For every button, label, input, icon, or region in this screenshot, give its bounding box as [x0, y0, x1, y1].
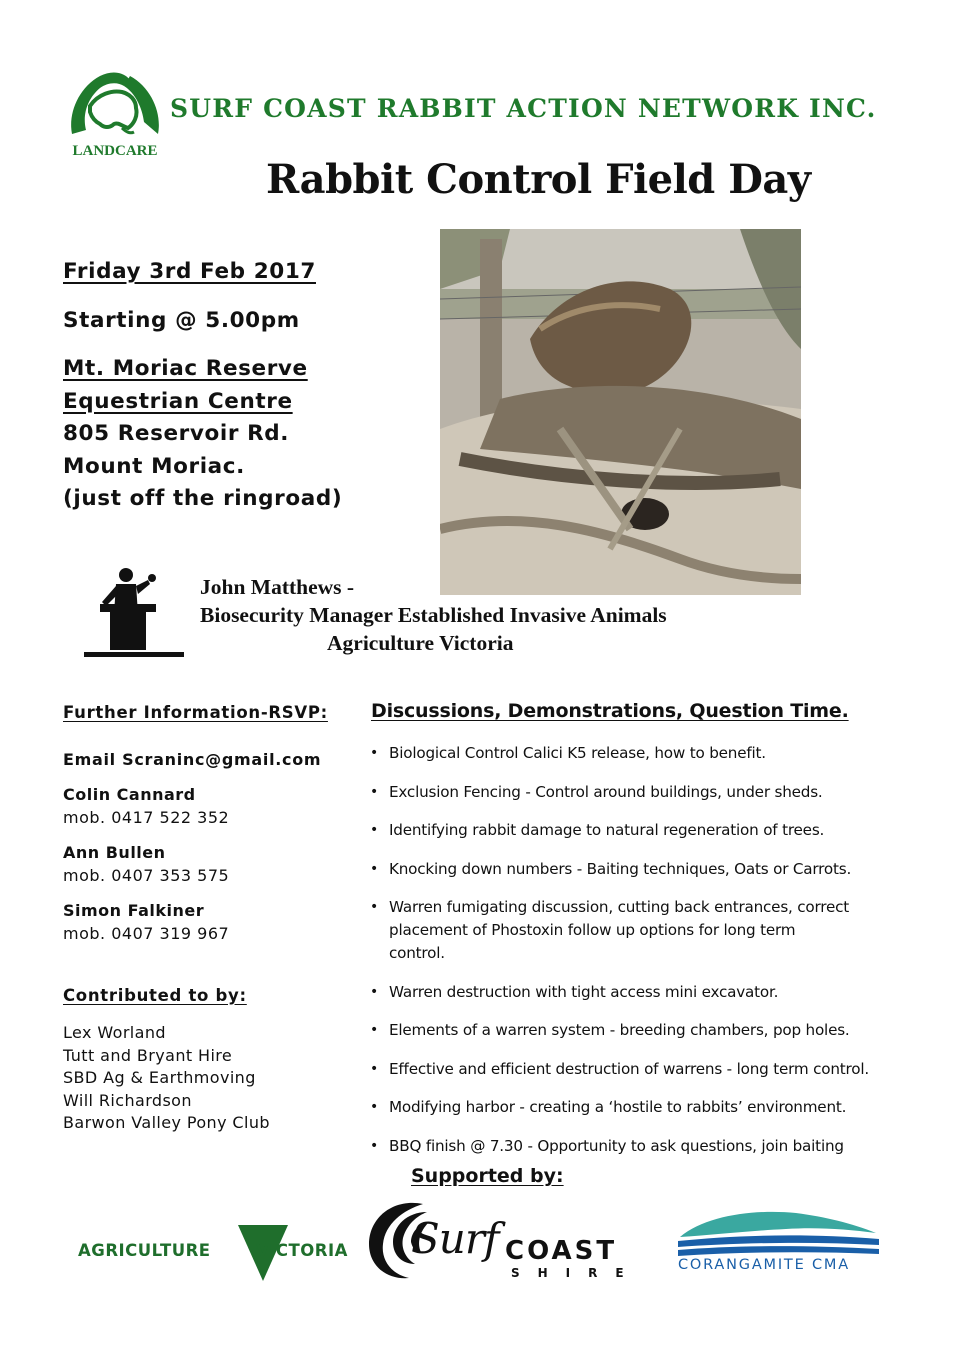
event-details [63, 256, 342, 516]
rsvp-heading: Further Information-RSVP: [63, 703, 328, 722]
warren-photo [440, 229, 801, 595]
landcare-wordmark: LANDCARE [72, 143, 158, 158]
contributor-item: Lex Worland [63, 1023, 166, 1042]
contact-mobile: mob. 0407 353 575 [63, 866, 230, 885]
coast-text: COAST [505, 1236, 618, 1266]
program-heading: Discussions, Demonstrations, Question Time. [371, 700, 849, 722]
australia-hands-icon [64, 66, 166, 158]
event-date: Friday 3rd Feb 2017 [63, 259, 316, 284]
speaker-podium-icon [80, 564, 186, 660]
agvic-text-right: VICTORIA [256, 1241, 348, 1260]
program-item: • Effective and efficient destruction of warrens - long term control. [370, 1058, 870, 1081]
org-name: SURF COAST RABBIT ACTION NETWORK INC. [170, 94, 877, 123]
contributor-item: Barwon Valley Pony Club [63, 1113, 270, 1132]
contributor-item: Will Richardson [63, 1090, 192, 1110]
address-note: (just off the ringroad) [63, 486, 343, 511]
program-item: • Warren fumigating discussion, cutting back entrances, correct placement of Phostoxin follow up options for long term control. [370, 896, 855, 965]
contact-mobile: mob. 0407 319 967 [63, 924, 230, 943]
program-item: • Warren destruction with tight access mini excavator. [370, 981, 870, 1004]
event-time: Starting @ 5.00pm [63, 307, 300, 333]
program-item: • Identifying rabbit damage to natural regeneration of trees. [370, 819, 870, 842]
landscape-waves-icon [676, 1207, 881, 1257]
agvic-text-left: AGRICULTURE [78, 1241, 211, 1260]
contributor-item: SBD Ag & Earthmoving [63, 1068, 256, 1087]
speaker-name: John Matthews - [200, 575, 355, 599]
program-list [370, 742, 870, 1173]
program-item: • Exclusion Fencing - Control around buildings, under sheds. [370, 781, 870, 804]
event-title: Rabbit Control Field Day [266, 156, 811, 203]
surf-coast-shire-logo [363, 1198, 653, 1284]
contact-mobile: mob. 0417 522 352 [63, 808, 230, 827]
corangamite-cma-logo [676, 1207, 881, 1277]
address-line2: Mount Moriac. [63, 453, 245, 479]
rsvp-email: Email Scraninc@gmail.com [63, 750, 322, 769]
address-line1: 805 Reservoir Rd. [63, 421, 290, 446]
contact-name: Simon Falkiner [63, 901, 205, 920]
contributors-heading: Contributed to by: [63, 986, 247, 1005]
surf-script-text: Surf [411, 1214, 499, 1263]
contact-name: Ann Bullen [63, 843, 166, 862]
venue-line1: Mt. Moriac Reserve [63, 356, 308, 381]
contributors-list [63, 1022, 270, 1135]
contributor-item: Tutt and Bryant Hire [63, 1045, 233, 1065]
supported-heading: Supported by: [411, 1165, 564, 1187]
shire-text: SHIRE [511, 1266, 642, 1280]
program-item: • Biological Control Calici K5 release, how to benefit. [370, 742, 870, 765]
cma-text: CORANGAMITE CMA [678, 1257, 850, 1273]
program-item: • Knocking down numbers - Baiting techniques, Oats or Carrots. [370, 858, 870, 881]
speaker-role: Biosecurity Manager Established Invasive Animals [200, 603, 667, 627]
contact-name: Colin Cannard [63, 785, 196, 804]
venue-line2: Equestrian Centre [63, 388, 293, 414]
program-item: • BBQ finish @ 7.30 - Opportunity to ask questions, join baiting [370, 1135, 870, 1158]
program-item: • Elements of a warren system - breeding chambers, pop holes. [370, 1019, 870, 1042]
speaker-org: Agriculture Victoria [327, 631, 514, 655]
landcare-logo [64, 66, 166, 158]
program-item: • Modifying harbor - creating a ‘hostile to rabbits’ environment. [370, 1096, 870, 1119]
agriculture-victoria-logo [76, 1223, 346, 1283]
